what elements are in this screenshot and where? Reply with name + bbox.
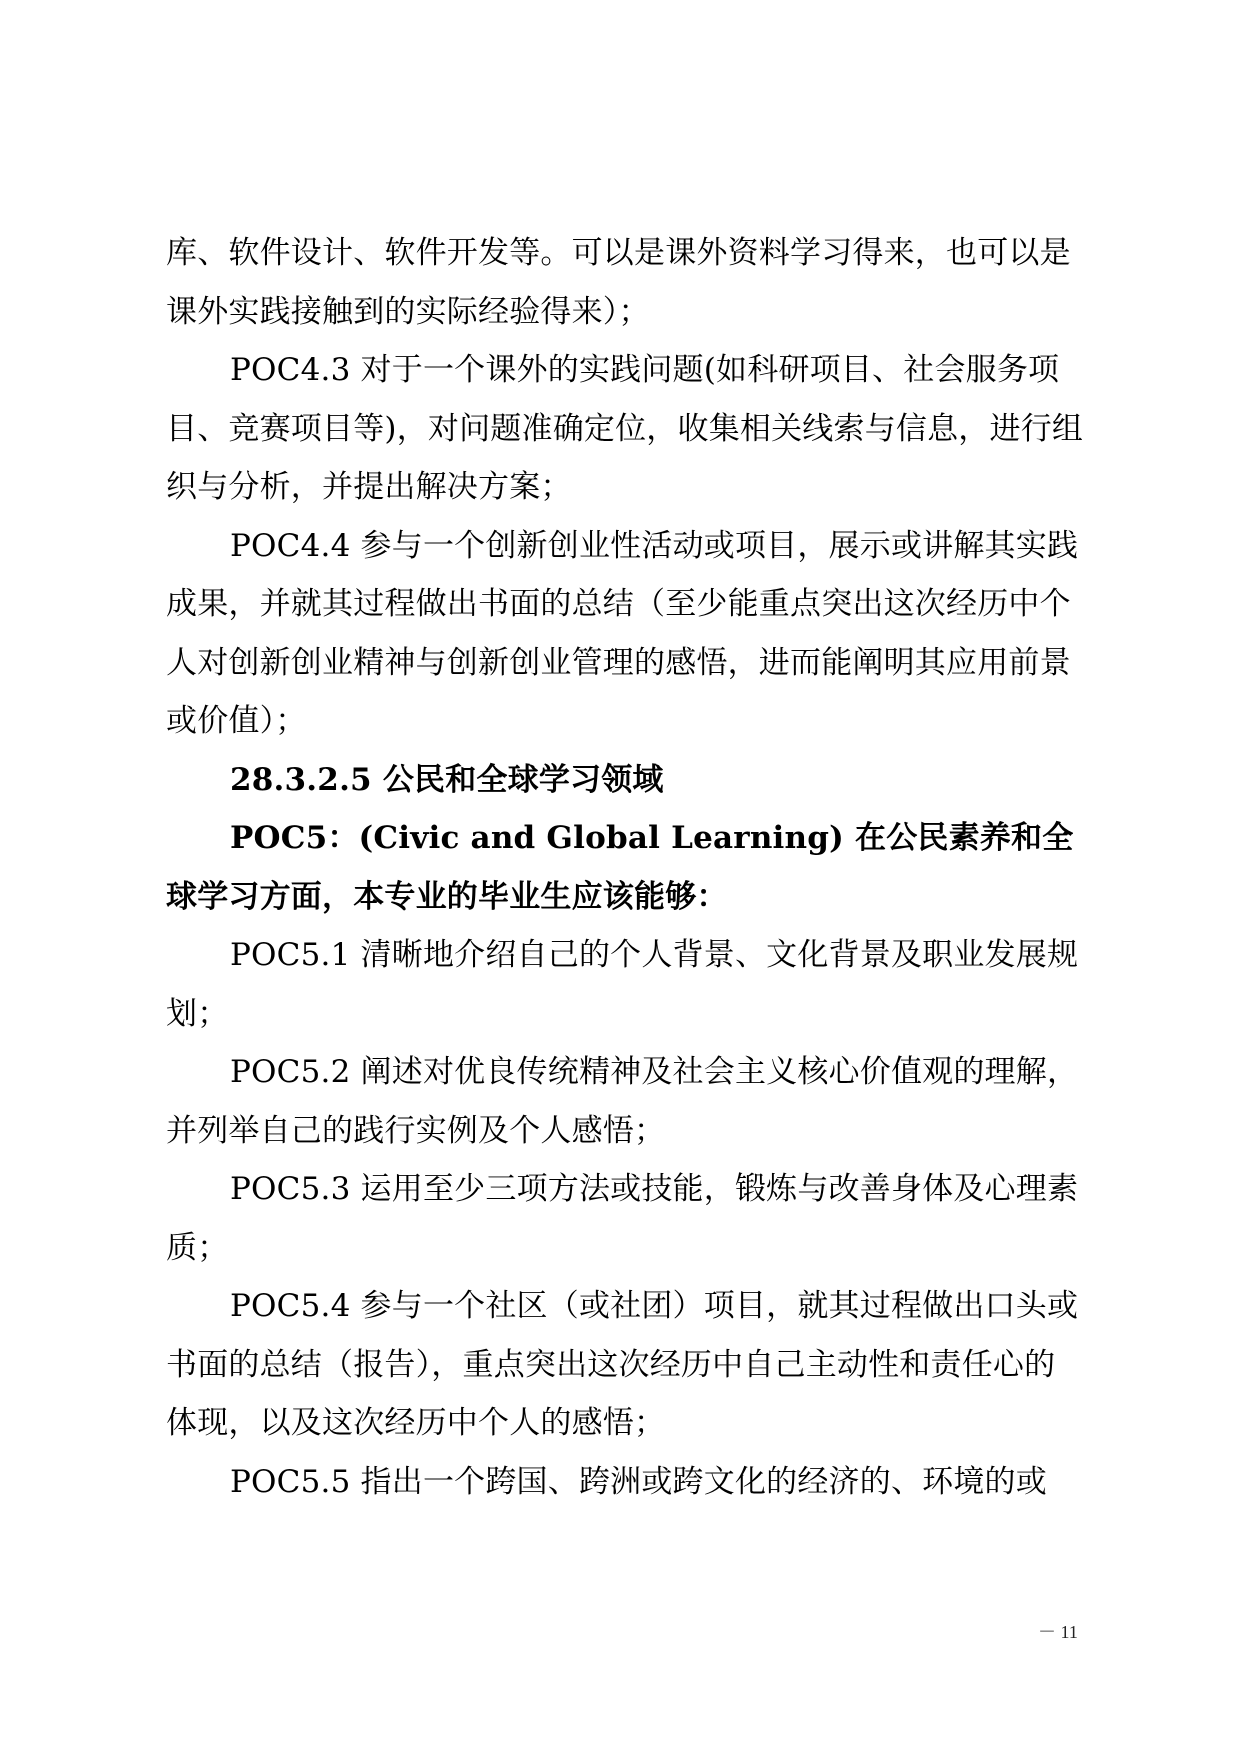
paragraph-poc4-4: POC4.4 参与一个创新创业性活动或项目，展示或讲解其实践成果，并就其过程做出书面的总结（至少能重点突出这次经历中个人对创新创业精神与创新创业管理的感悟，进而能阐明其应用前景或价值）； [166, 527, 1079, 739]
paragraph-poc5-2: POC5.2 阐述对优良传统精神及社会主义核心价值观的理解，并列举自己的践行实例及个人感悟； [166, 1054, 1079, 1149]
paragraph-poc4-3: POC4.3 对于一个课外的实践问题(如科研项目、社会服务项目、竞赛项目等)，对问题准确定位，收集相关线索与信息，进行组织与分析，并提出解决方案； [166, 352, 1084, 505]
paragraph-continuation: 库、软件设计、软件开发等。可以是课外资料学习得来，也可以是课外实践接触到的实际经验得来）； [166, 235, 1071, 330]
paragraph-poc5-intro: POC5：(Civic and Global Learning) 在公民素养和全球学习方面，本专业的毕业生应该能够： [166, 820, 1074, 915]
section-heading: 28.3.2.5 公民和全球学习领域 [230, 761, 664, 798]
paragraph-poc5-1: POC5.1 清晰地介绍自己的个人背景、文化背景及职业发展规划； [166, 937, 1079, 1032]
page-number: － 11 [1038, 1622, 1078, 1642]
paragraph-poc5-5: POC5.5 指出一个跨国、跨洲或跨文化的经济的、环境的或 [230, 1463, 1047, 1500]
document-body [166, 224, 1086, 1511]
paragraph-poc5-3: POC5.3 运用至少三项方法或技能，锻炼与改善身体及心理素质； [166, 1171, 1079, 1266]
paragraph-poc5-4: POC5.4 参与一个社区（或社团）项目，就其过程做出口头或书面的总结（报告），重点突出这次经历中自己主动性和责任心的体现，以及这次经历中个人的感悟； [166, 1288, 1079, 1441]
